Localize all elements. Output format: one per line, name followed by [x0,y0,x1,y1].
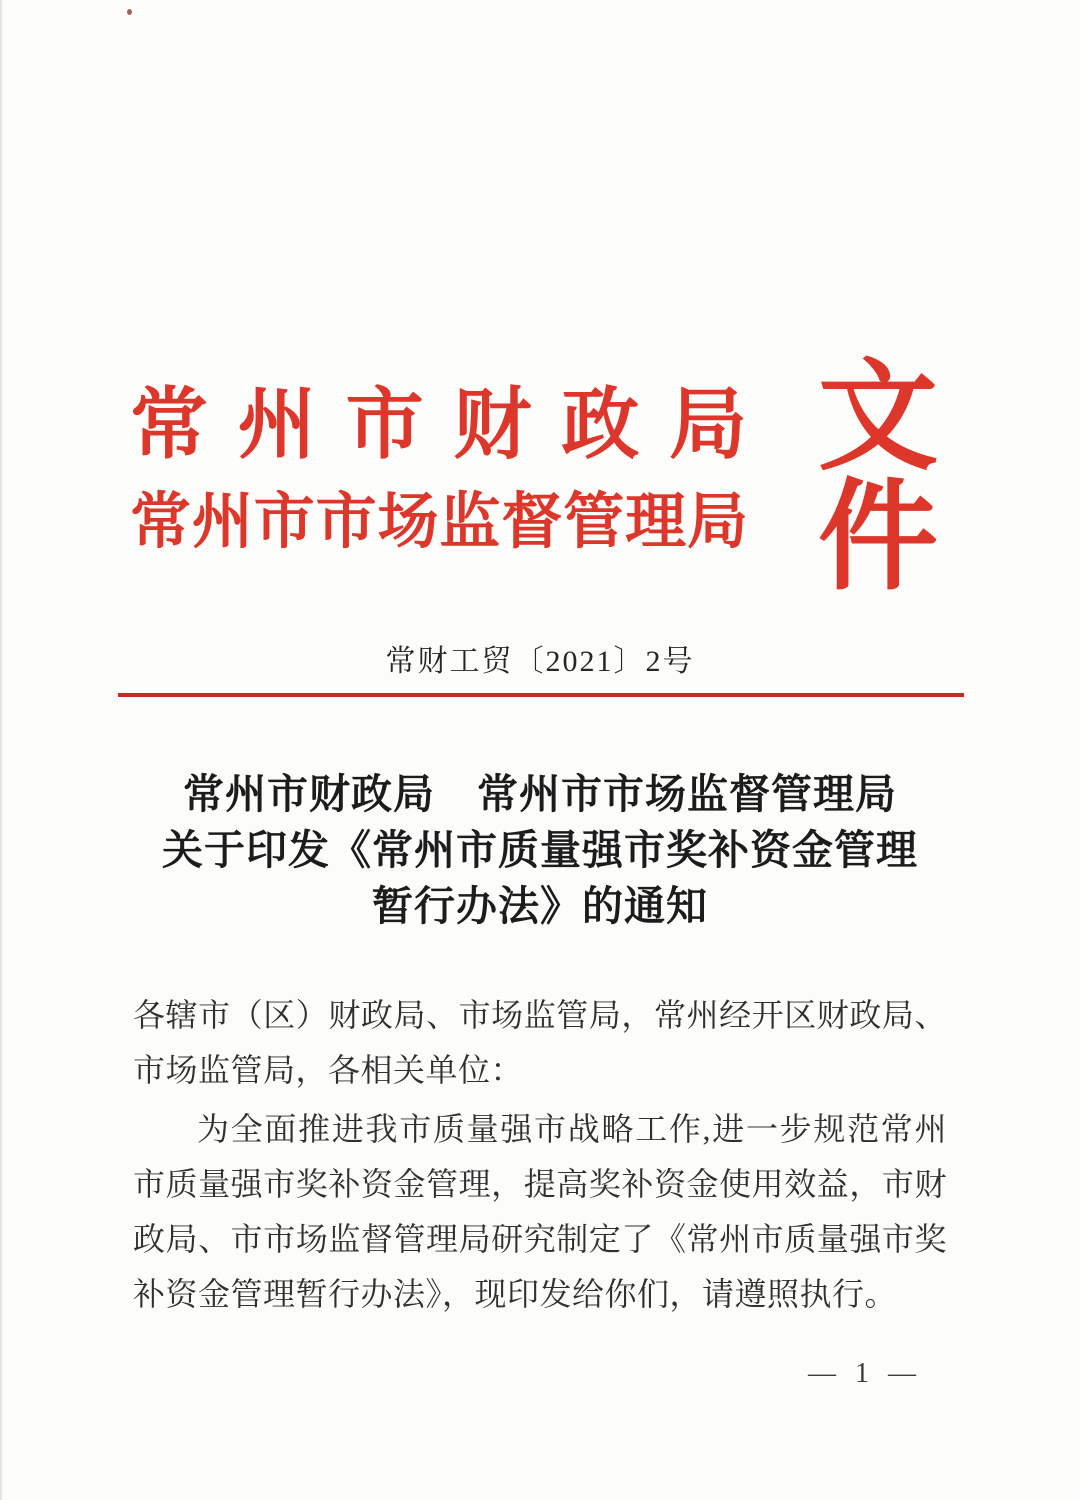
document-title-line1: 常州市财政局 常州市市场监督管理局 [183,771,897,817]
scan-edge-artifact [0,0,3,1500]
document-title [0,766,1080,934]
agency-name-line2: 常州市市场监督管理局 [130,489,748,556]
salutation-paragraph: 各辖市（区）财政局、市场监管局，常州经开区财政局、市场监管局，各相关单位： [133,997,947,1088]
agency-name-block [130,374,748,570]
document-number: 常财工贸〔2021〕2号 [385,645,695,678]
page-number: — 1 — [808,1358,922,1389]
document-title-line3: 暂行办法》的通知 [372,883,708,929]
document-body [133,988,947,1322]
document-title-line2: 关于印发《常州市质量强市奖补资金管理 [162,827,918,873]
letterhead [130,351,942,604]
body-paragraph: 为全面推进我市质量强市战略工作,进一步规范常州市质量强市奖补资金管理，提高奖补资金使用效益，市财政局、市市场监督管理局研究制定了《常州市质量强市奖补资金管理暂行办法》，现印发给你们，请遵照执行。 [133,1111,947,1312]
red-separator-line [118,693,964,697]
document-type-label: 文件 [818,351,942,604]
scan-artifact-dot [127,9,132,15]
agency-name-line1: 常 州 市 财 政 局 [130,381,748,468]
